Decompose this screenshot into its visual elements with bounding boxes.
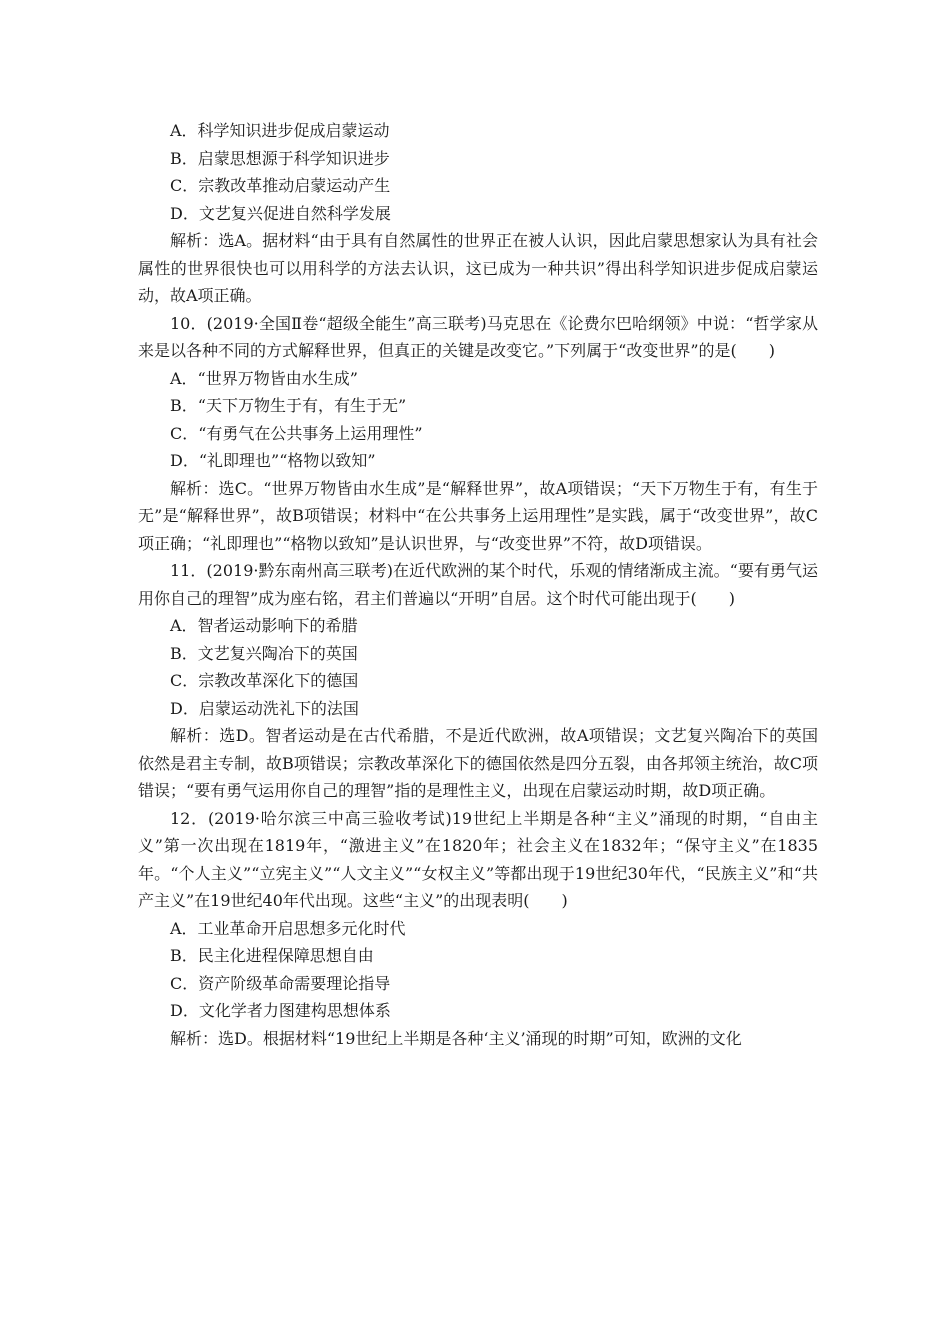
q12-option-b: B．民主化进程保障思想自由 xyxy=(170,946,374,965)
q12-stem: 12．(2019·哈尔滨三中高三验收考试)19世纪上半期是各种“主义”涌现的时期，“自由主义”第一次出现在1819年，“激进主义”在1820年；社会主义在1832年；“保守主义”在1835年。“个人主义”“立宪主义”“人文主义”“女权主义”等都出现于19世纪30年代，“民族主义”和“共产主义”在19世纪40年代出现。这些“主义”的出现表明( ) xyxy=(138,808,818,910)
q9-analysis: 解析：选A。据材料“由于具有自然属性的世界正在被人认识，因此启蒙思想家认为具有社会属性的世界很快也可以用科学的方法去认识，这已成为一种共识”得出科学知识进步促成启蒙运动，故A项正确。 xyxy=(138,231,818,305)
q12-analysis: 解析：选D。根据材料“19世纪上半期是各种‘主义’涌现的时期”可知，欧洲的文化 xyxy=(170,1028,742,1048)
q12-option-a: A．工业革命开启思想多元化时代 xyxy=(170,918,406,938)
q11-option-c: C．宗教改革深化下的德国 xyxy=(170,671,359,690)
q10-option-b: B．“天下万物生于有，有生于无” xyxy=(170,396,407,415)
q9-option-a: A．科学知识进步促成启蒙运动 xyxy=(170,121,390,140)
q11-analysis: 解析：选D。智者运动是在古代希腊，不是近代欧洲，故A项错误；文艺复兴陶冶下的英国依然是君主专制，故B项错误；宗教改革深化下的德国依然是四分五裂，由各邦领主统治，故C项错误；“要有勇气运用你自己的理智”指的是理性主义，出现在启蒙运动时期，故D项正确。 xyxy=(138,726,819,800)
q10-option-a: A．“世界万物皆由水生成” xyxy=(170,368,358,388)
q11-option-a: A．智者运动影响下的希腊 xyxy=(170,616,358,635)
q11-stem: 11．(2019·黔东南州高三联考)在近代欧洲的某个时代，乐观的情绪渐成主流。“要有勇气运用你自己的理智”成为座右铭，君主们普遍以“开明”自居。这个时代可能出现于( ) xyxy=(138,561,818,608)
q9-option-d: D．文艺复兴促进自然科学发展 xyxy=(170,203,391,223)
q9-option-c: C．宗教改革推动启蒙运动产生 xyxy=(170,176,391,195)
q12-option-c: C．资产阶级革命需要理论指导 xyxy=(170,973,391,993)
q11-option-b: B．文艺复兴陶冶下的英国 xyxy=(170,643,358,663)
q12-option-d: D．文化学者力图建构思想体系 xyxy=(170,1001,391,1020)
document-content xyxy=(138,117,818,1052)
q9-option-b: B．启蒙思想源于科学知识进步 xyxy=(170,148,390,168)
q10-option-d: D．“礼即理也”“格物以致知” xyxy=(170,451,376,470)
q10-analysis: 解析：选C。“世界万物皆由水生成”是“解释世界”，故A项错误；“天下万物生于有，有生于无”是“解释世界”，故B项错误；材料中“在公共事务上运用理性”是实践，属于“改变世界”，故C项正确；“礼即理也”“格物以致知”是认识世界，与“改变世界”不符，故D项错误。 xyxy=(138,478,818,553)
q11-option-d: D．启蒙运动洗礼下的法国 xyxy=(170,698,359,718)
q10-option-c: C．“有勇气在公共事务上运用理性” xyxy=(170,423,423,443)
q10-stem: 10．(2019·全国Ⅱ卷“超级全能生”高三联考)马克思在《论费尔巴哈纲领》中说：“哲学家从来是以各种不同的方式解释世界，但真正的关键是改变它。”下列属于“改变世界”的是( ) xyxy=(138,313,818,360)
